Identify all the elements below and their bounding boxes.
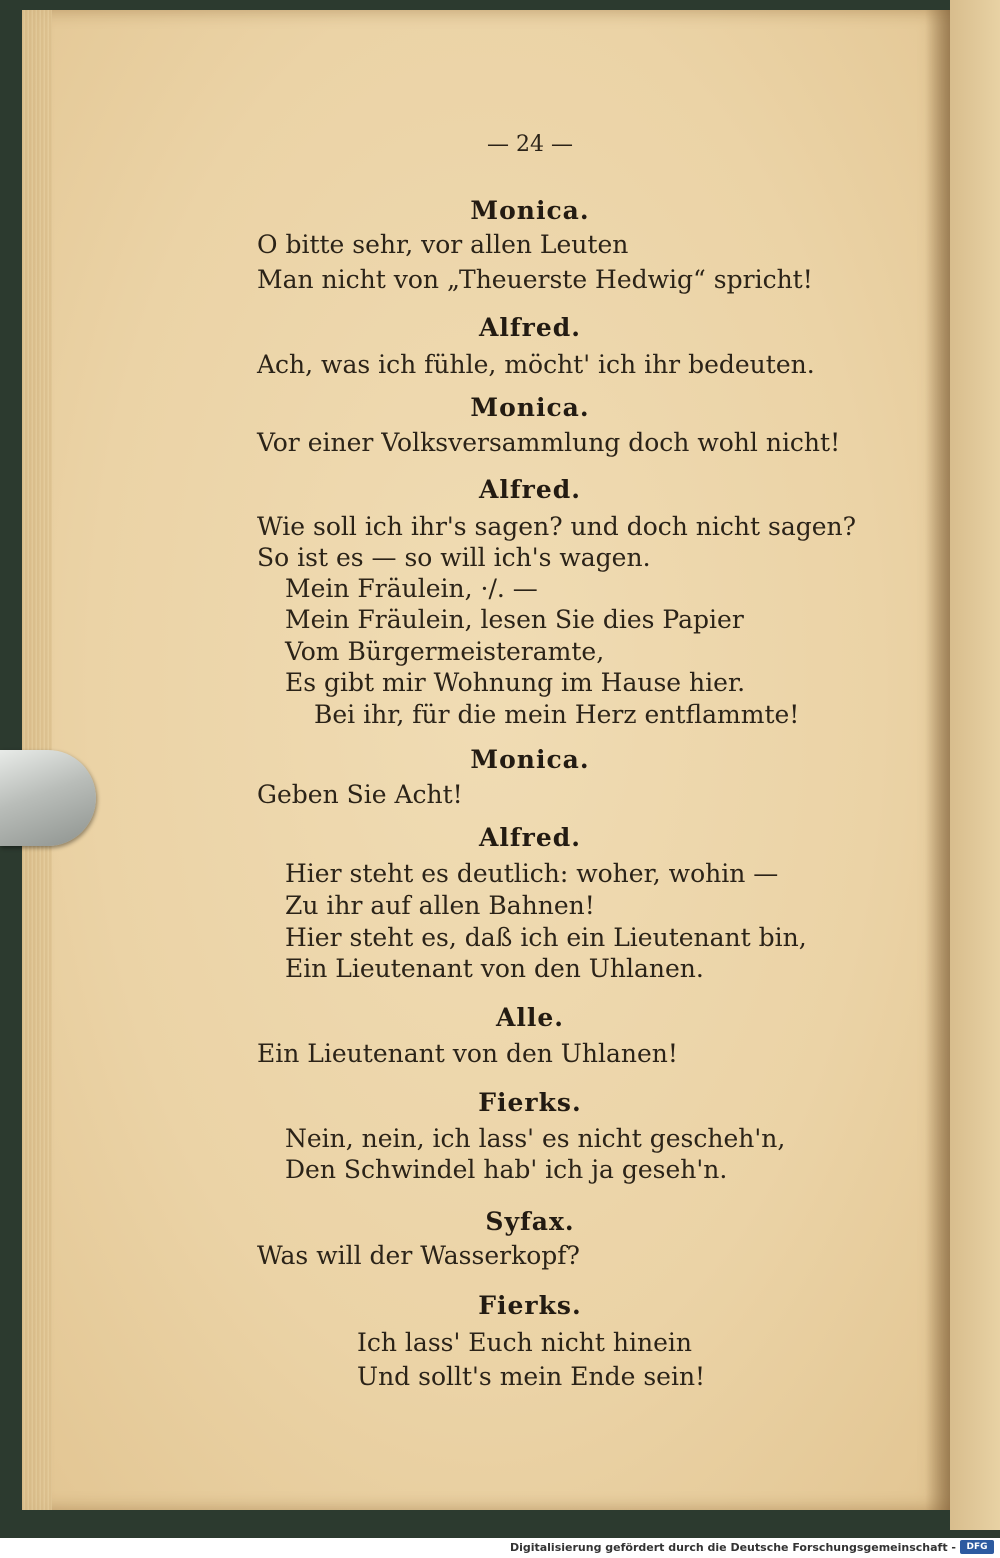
verse-line: Es gibt mir Wohnung im Hause hier. bbox=[285, 668, 746, 697]
footer-funding-note: Digitalisierung gefördert durch die Deutsche Forschungsgemeinschaft - bbox=[509, 1541, 956, 1554]
speaker-name: Monica. bbox=[470, 196, 590, 225]
verse-line: Bei ihr, für die mein Herz entflammte! bbox=[314, 700, 800, 729]
speaker-name: Alfred. bbox=[479, 823, 581, 852]
verse-line: Was will der Wasserkopf? bbox=[257, 1241, 580, 1270]
verse-line: Ach, was ich fühle, möcht' ich ihr bedeuten. bbox=[257, 350, 815, 379]
verse-line: Vom Bürgermeisteramte, bbox=[285, 637, 605, 666]
speaker-name: Fierks. bbox=[478, 1088, 582, 1117]
verse-line: Wie soll ich ihr's sagen? und doch nicht sagen? bbox=[257, 512, 857, 541]
page-number: — 24 — bbox=[487, 132, 573, 157]
verse-line: Hier steht es, daß ich ein Lieutenant bin, bbox=[285, 923, 807, 952]
verse-line: Geben Sie Acht! bbox=[257, 780, 463, 809]
speaker-name: Monica. bbox=[470, 745, 590, 774]
speaker-name: Alle. bbox=[495, 1003, 564, 1032]
verse-line: Ein Lieutenant von den Uhlanen! bbox=[257, 1039, 678, 1068]
speaker-name: Alfred. bbox=[479, 475, 581, 504]
verse-line: Und sollt's mein Ende sein! bbox=[357, 1362, 706, 1391]
verse-line: O bitte sehr, vor allen Leuten bbox=[257, 230, 629, 259]
dfg-logo: DFG bbox=[960, 1540, 994, 1554]
verse-line: Zu ihr auf allen Bahnen! bbox=[285, 891, 595, 920]
verse-line: Man nicht von „Theuerste Hedwig“ spricht! bbox=[257, 265, 813, 294]
speaker-name: Alfred. bbox=[479, 313, 581, 342]
verse-line: Hier steht es deutlich: woher, wohin — bbox=[285, 859, 779, 888]
verse-line: Ich lass' Euch nicht hinein bbox=[357, 1328, 692, 1357]
speaker-name: Fierks. bbox=[478, 1291, 582, 1320]
verse-line: Vor einer Volksversammlung doch wohl nicht! bbox=[257, 428, 841, 457]
verse-line: Mein Fräulein, ·/. — bbox=[285, 574, 538, 603]
verse-line: Mein Fräulein, lesen Sie dies Papier bbox=[285, 605, 744, 634]
verse-line: Den Schwindel hab' ich ja geseh'n. bbox=[285, 1155, 728, 1184]
speaker-name: Monica. bbox=[470, 393, 590, 422]
verse-line: So ist es — so will ich's wagen. bbox=[257, 543, 651, 572]
verse-line: Ein Lieutenant von den Uhlanen. bbox=[285, 954, 704, 983]
verse-line: Nein, nein, ich lass' es nicht gescheh'n, bbox=[285, 1124, 786, 1153]
speaker-name: Syfax. bbox=[485, 1207, 575, 1236]
